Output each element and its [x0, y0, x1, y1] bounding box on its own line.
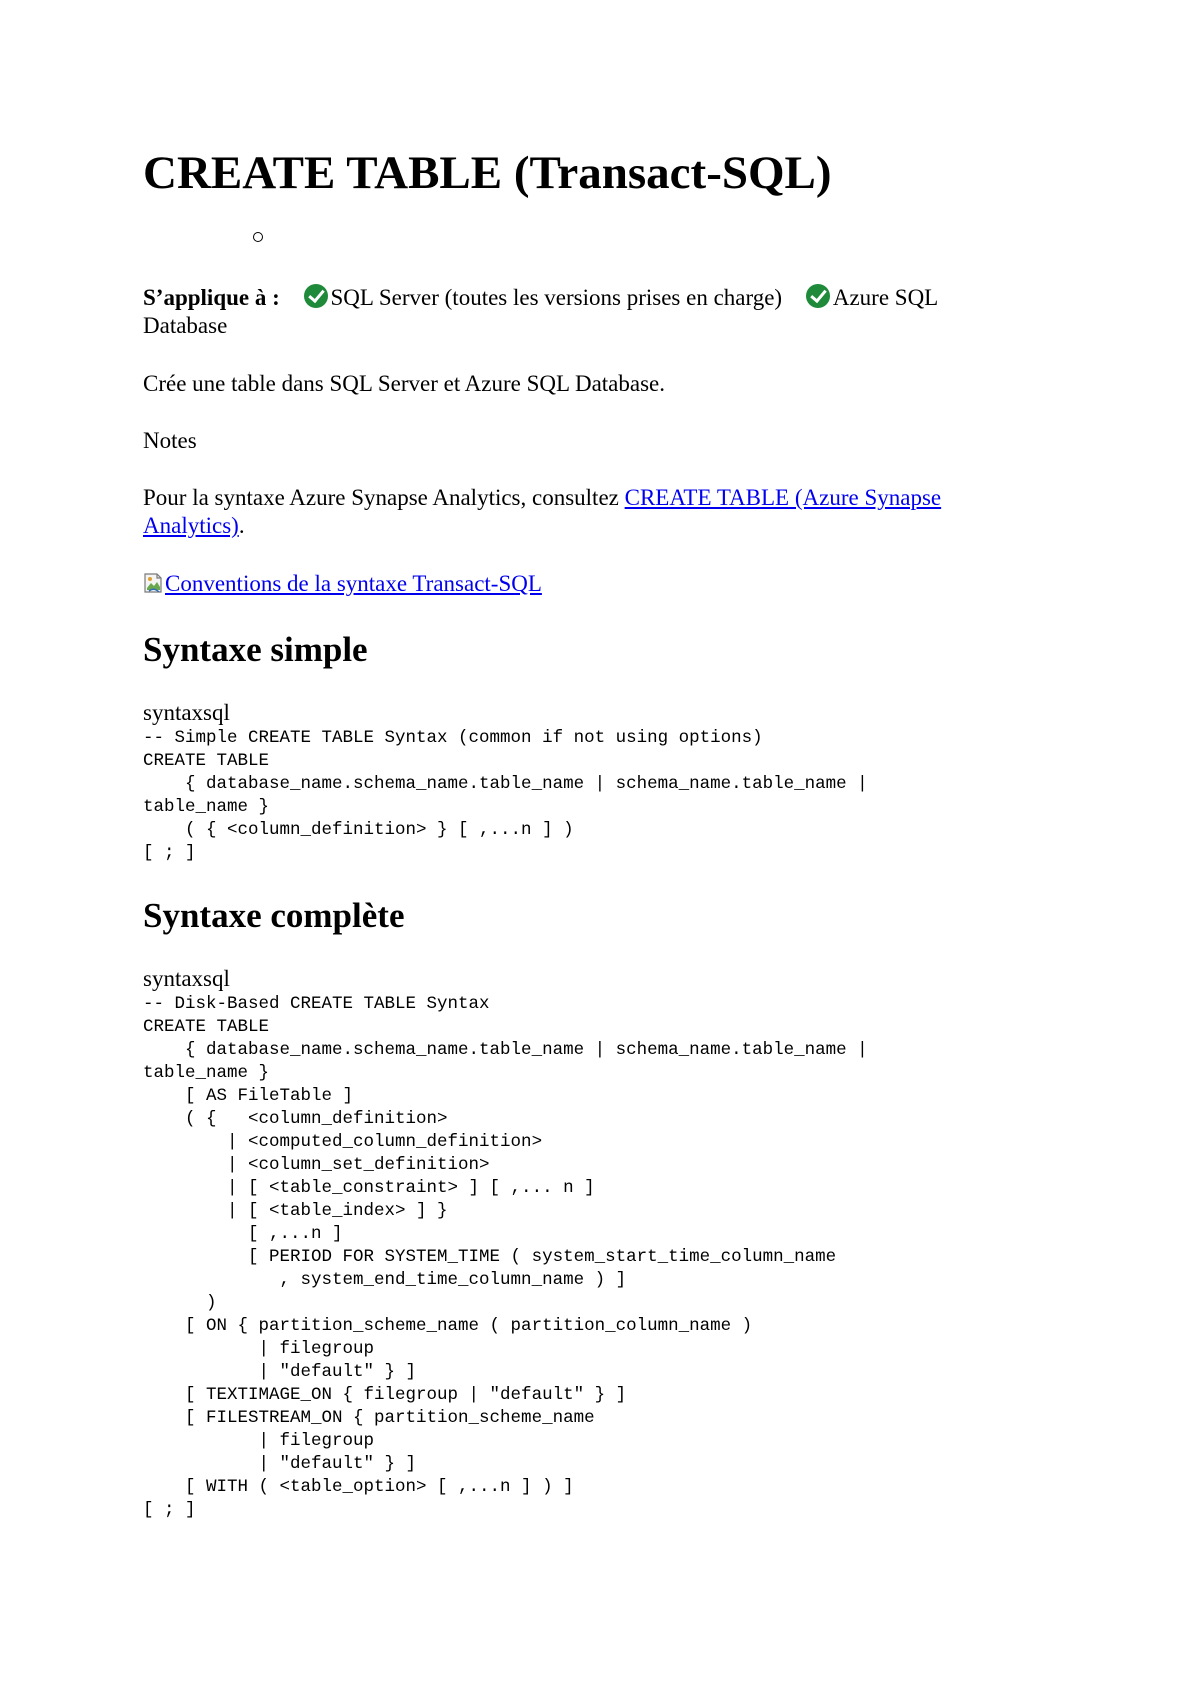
- applies-to-label: S’applique à :: [143, 285, 280, 310]
- broken-image-icon: [143, 572, 165, 594]
- full-syntax-heading: Syntaxe complète: [143, 896, 405, 935]
- conventions-line: [143, 570, 1023, 598]
- conventions-link[interactable]: Conventions de la syntaxe Transact-SQL: [165, 571, 542, 596]
- applies-to-product: Azure SQL Database: [143, 285, 938, 338]
- applies-to-product: SQL Server (toutes les versions prises en charge): [330, 285, 783, 310]
- simple-code-block: -- Simple CREATE TABLE Syntax (common if not using options) CREATE TABLE { database_name.schema_name.table_name | schema_name.table_name | table_name } ( { <column_definition> } [ ,...n ] ) [ ; ]: [143, 728, 868, 863]
- applies-to: [143, 284, 1023, 340]
- synapse-create-table-link[interactable]: CREATE TABLE (Azure Synapse Analytics): [143, 485, 942, 538]
- page-title: CREATE TABLE (Transact-SQL): [143, 147, 832, 199]
- synapse-note: [143, 484, 1023, 540]
- description: Crée une table dans SQL Server et Azure SQL Database.: [143, 371, 666, 396]
- empty-list-bullet-icon: [253, 232, 263, 242]
- notes-label: Notes: [143, 428, 197, 453]
- simple-syntax-heading: Syntaxe simple: [143, 630, 368, 669]
- full-code-label: syntaxsql: [143, 966, 230, 991]
- check-icon: [304, 284, 328, 308]
- synapse-note-text: Pour la syntaxe Azure Synapse Analytics, consultez: [143, 485, 625, 510]
- simple-code-label: syntaxsql: [143, 700, 230, 725]
- check-icon: [806, 284, 830, 308]
- full-code-block: -- Disk-Based CREATE TABLE Syntax CREATE TABLE { database_name.schema_name.table_name | schema_name.table_name | table_name } [ AS FileTable ] ( { <column_definition> | <computed_column_definition> | <column_set_definition> | [ <table_constraint> ] [ ,... n ] | [ <table_index> ] } [ ,...n ] [ PERIOD FOR SYSTEM_TIME ( system_start_time_column_name , system_end_time_column_name ) ] ) [ ON { partition_scheme_name ( partition_column_name ) | filegroup | "default" } ] [ TEXTIMAGE_ON { filegroup | "default" } ] [ FILESTREAM_ON { partition_scheme_name | filegroup | "default" } ] [ WITH ( <table_option> [ ,...n ] ) ] [ ; ]: [143, 994, 868, 1520]
- synapse-note-suffix: .: [238, 513, 245, 538]
